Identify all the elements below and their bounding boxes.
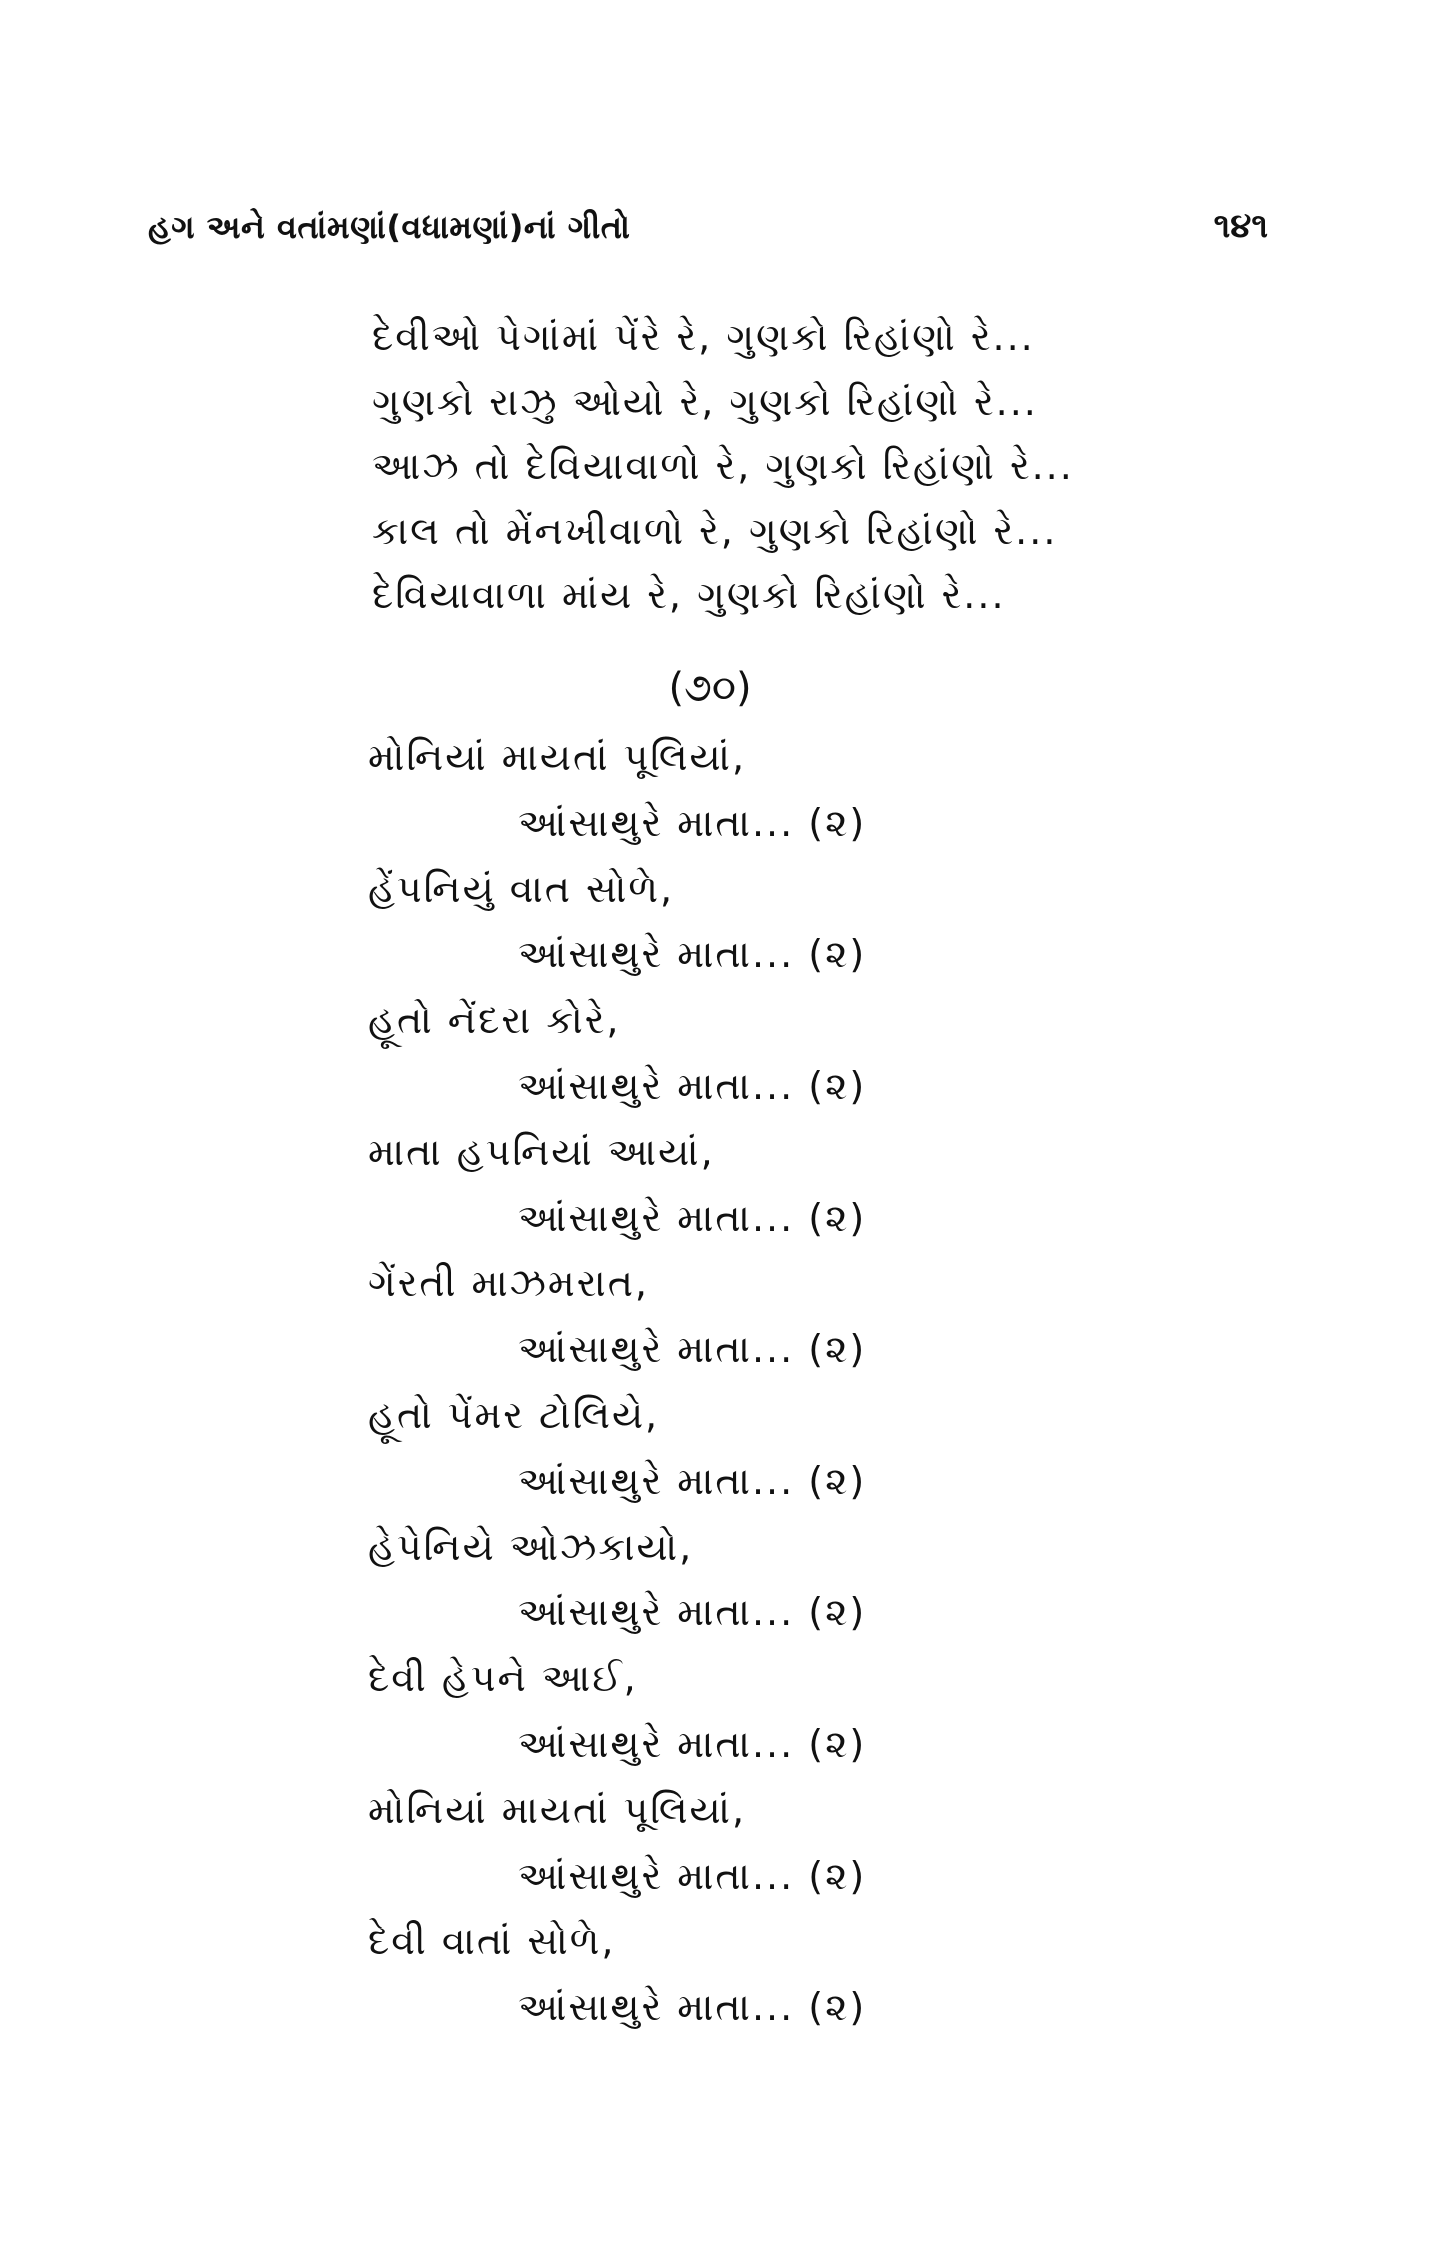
song-couplet <box>368 988 1168 1120</box>
song-line: ગેંરતી માઝમરાત, <box>368 1261 649 1306</box>
song-line: હૂતો નેંદરા કોરે, <box>368 998 621 1043</box>
song-couplet <box>368 725 1168 857</box>
song-refrain: આંસાથુરે માતા... (૨) <box>518 1853 867 1898</box>
song-couplet <box>368 1251 1168 1383</box>
song-couplet <box>368 1909 1168 2041</box>
running-header-title: હગ અને વતાંમણાં(વધામણાં)નાં ગીતો <box>148 208 631 246</box>
verse-line: દેવીઓ પેગાંમાં પેંરે રે, ગુણકો રિહાંણો રે... <box>372 315 1035 359</box>
song-refrain: આંસાથુરે માતા... (૨) <box>518 1327 867 1372</box>
song-refrain: આંસાથુરે માતા... (૨) <box>518 1458 867 1503</box>
song-couplet <box>368 1778 1168 1910</box>
song-refrain: આંસાથુરે માતા... (૨) <box>518 1063 867 1108</box>
song-line: દેવી વાતાં સોળે, <box>368 1919 616 1964</box>
song-body <box>368 725 1168 2041</box>
song-couplet <box>368 857 1168 989</box>
song-line: મોનિયાં માયતાં પૂલિયાં, <box>368 1787 747 1832</box>
continued-stanza <box>372 305 1152 628</box>
song-refrain: આંસાથુરે માતા... (૨) <box>518 1985 867 2030</box>
song-refrain: આંસાથુરે માતા... (૨) <box>518 1721 867 1766</box>
song-refrain: આંસાથુરે માતા... (૨) <box>518 932 867 977</box>
song-couplet <box>368 1383 1168 1515</box>
song-number-heading: (૭૦) <box>668 665 752 711</box>
song-line: માતા હપનિયાં આયાં, <box>368 1129 715 1174</box>
song-couplet <box>368 1515 1168 1647</box>
song-line: દેવી હેપને આઈ, <box>368 1656 638 1701</box>
song-refrain: આંસાથુરે માતા... (૨) <box>518 1195 867 1240</box>
song-couplet <box>368 1120 1168 1252</box>
song-line: હૂતો પેંમર ટોલિયે, <box>368 1392 660 1437</box>
verse-line: આઝ તો દેવિયાવાળો રે, ગુણકો રિહાંણો રે... <box>372 444 1074 488</box>
song-refrain: આંસાથુરે માતા... (૨) <box>518 1590 867 1635</box>
song-line: મોનિયાં માયતાં પૂલિયાં, <box>368 735 747 779</box>
song-line: હેપેનિયે ઓઝકાયો, <box>368 1524 694 1569</box>
song-line: હેંપનિયું વાત સોળે, <box>368 866 675 911</box>
verse-line: દેવિયાવાળા માંય રે, ગુણકો રિહાંણો રે... <box>372 573 1006 617</box>
song-couplet <box>368 1646 1168 1778</box>
song-refrain: આંસાથુરે માતા... (૨) <box>518 800 867 845</box>
verse-line: કાલ તો મેંનખીવાળો રે, ગુણકો રિહાંણો રે... <box>372 508 1058 553</box>
verse-line: ગુણકો રાઝુ ઓયો રે, ગુણકો રિહાંણો રે... <box>372 379 1038 424</box>
page-number: ૧૪૧ <box>1213 206 1268 246</box>
